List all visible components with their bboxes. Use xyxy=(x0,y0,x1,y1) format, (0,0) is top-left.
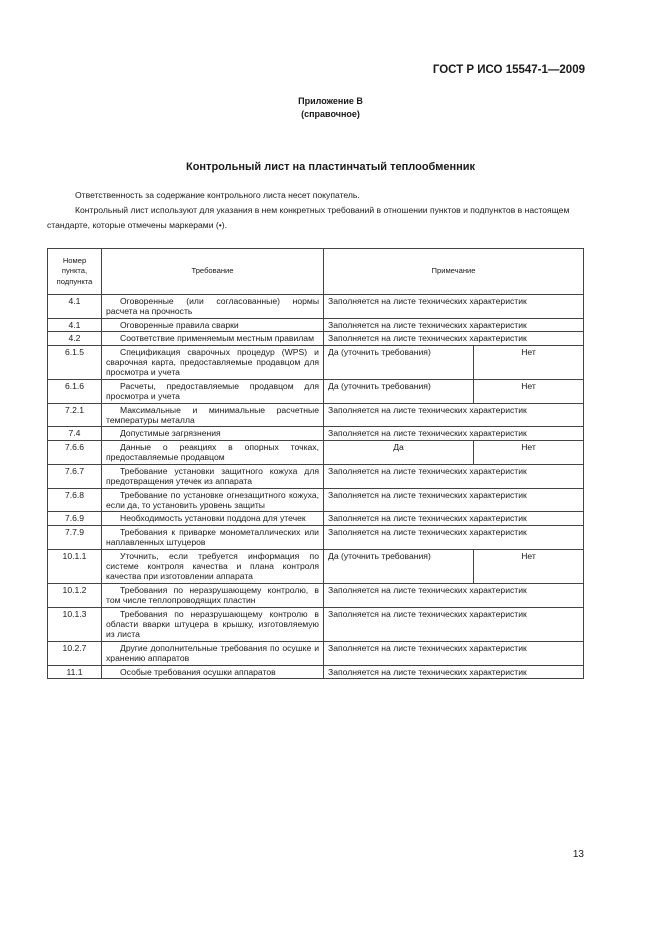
row-requirement-cell: Расчеты, предоставляемые продавцом для просмотра и учета xyxy=(102,379,324,403)
table-row xyxy=(48,318,584,331)
row-note-cell: Заполняется на листе технических характеристик xyxy=(324,295,584,319)
table-row xyxy=(48,403,584,427)
row-note-cell: Заполняется на листе технических характеристик xyxy=(324,427,584,440)
table-row xyxy=(48,665,584,678)
table-row xyxy=(48,549,584,583)
row-option-no-cell: Нет xyxy=(474,549,584,583)
row-note-cell: Заполняется на листе технических характеристик xyxy=(324,512,584,525)
row-number-cell: 7.4 xyxy=(48,427,102,440)
table-row xyxy=(48,525,584,549)
row-number-cell: 4.1 xyxy=(48,295,102,319)
intro-paragraph-2: Контрольный лист используют для указания в нем конкретных требований в отношении пунктов и подпунктов в настоящем стандарте, которые отмечены маркерами (•). xyxy=(47,205,570,230)
row-note-cell: Заполняется на листе технических характеристик xyxy=(324,332,584,345)
table-row xyxy=(48,427,584,440)
row-note-cell: Заполняется на листе технических характеристик xyxy=(324,665,584,678)
row-number-cell: 7.6.8 xyxy=(48,488,102,512)
row-number-cell: 4.1 xyxy=(48,318,102,331)
row-number-cell: 4.2 xyxy=(48,332,102,345)
row-number-cell: 7.7.9 xyxy=(48,525,102,549)
row-note-cell: Заполняется на листе технических характеристик xyxy=(324,583,584,607)
row-option-no-cell: Нет xyxy=(474,345,584,379)
row-requirement-cell: Особые требования осушки аппаратов xyxy=(102,665,324,678)
row-requirement-cell: Другие дополнительные требования по осушке и хранению аппаратов xyxy=(102,641,324,665)
annex-title: Приложение В xyxy=(298,96,363,106)
row-requirement-cell: Требования по неразрушающему контролю, в том числе теплопроводящих пластин xyxy=(102,583,324,607)
document-title: Контрольный лист на пластинчатый теплообменник xyxy=(185,161,476,173)
header-note: Примечание xyxy=(324,249,584,295)
row-note-cell: Заполняется на листе технических характеристик xyxy=(324,488,584,512)
table-row xyxy=(48,583,584,607)
row-option-no-cell: Нет xyxy=(474,440,584,464)
row-note-cell: Заполняется на листе технических характеристик xyxy=(324,318,584,331)
row-requirement-cell: Допустимые загрязнения xyxy=(102,427,324,440)
table-row xyxy=(48,295,584,319)
row-requirement-cell: Уточнить, если требуется информация по системе контроля качества и плана контроля качества при изготовлении аппарата xyxy=(102,549,324,583)
row-requirement-cell: Спецификация сварочных процедур (WPS) и сварочная карта, предоставляемые продавцом для просмотра и учета xyxy=(102,345,324,379)
annex-subtitle: (справочное) xyxy=(301,109,360,119)
row-number-cell: 6.1.6 xyxy=(48,379,102,403)
row-requirement-cell: Требования по неразрушающему контролю в области вварки штуцера в крышку, изготовляемую из листа xyxy=(102,607,324,641)
table-row xyxy=(48,332,584,345)
row-number-cell: 6.1.5 xyxy=(48,345,102,379)
row-note-cell: Заполняется на листе технических характеристик xyxy=(324,464,584,488)
table-row xyxy=(48,607,584,641)
row-option-no-cell: Нет xyxy=(474,379,584,403)
row-requirement-cell: Необходимость установки поддона для утечек xyxy=(102,512,324,525)
header-number: Номер пункта, подпункта xyxy=(48,249,102,295)
row-number-cell: 7.6.7 xyxy=(48,464,102,488)
row-number-cell: 10.2.7 xyxy=(48,641,102,665)
table-header-row xyxy=(48,249,584,295)
row-number-cell: 10.1.1 xyxy=(48,549,102,583)
checklist-table xyxy=(47,248,584,679)
table-body xyxy=(48,295,584,679)
table-row xyxy=(48,464,584,488)
row-note-cell: Заполняется на листе технических характеристик xyxy=(324,607,584,641)
row-number-cell: 7.6.6 xyxy=(48,440,102,464)
page-number: 13 xyxy=(572,849,584,860)
table-row xyxy=(48,641,584,665)
row-option-yes-cell: Да (уточнить требования) xyxy=(324,379,474,403)
row-requirement-cell: Требование по установке огнезащитного кожуха, если да, то установить уровень защиты xyxy=(102,488,324,512)
row-requirement-cell: Оговоренные (или согласованные) нормы расчета на прочность xyxy=(102,295,324,319)
annex-heading xyxy=(0,95,661,121)
row-requirement-cell: Максимальные и минимальные расчетные температуры металла xyxy=(102,403,324,427)
row-note-cell: Заполняется на листе технических характеристик xyxy=(324,403,584,427)
row-requirement-cell: Требование установки защитного кожуха для предотвращения утечек из аппарата xyxy=(102,464,324,488)
row-note-cell: Заполняется на листе технических характеристик xyxy=(324,525,584,549)
table-row xyxy=(48,488,584,512)
row-number-cell: 11.1 xyxy=(48,665,102,678)
table-row xyxy=(48,345,584,379)
table-row xyxy=(48,512,584,525)
row-requirement-cell: Данные о реакциях в опорных точках, предоставляемые продавцом xyxy=(102,440,324,464)
row-option-yes-cell: Да xyxy=(324,440,474,464)
row-option-yes-cell: Да (уточнить требования) xyxy=(324,549,474,583)
row-number-cell: 7.2.1 xyxy=(48,403,102,427)
table-row xyxy=(48,440,584,464)
row-note-cell: Заполняется на листе технических характеристик xyxy=(324,641,584,665)
row-number-cell: 7.6.9 xyxy=(48,512,102,525)
standard-designation: ГОСТ Р ИСО 15547-1—2009 xyxy=(432,64,585,76)
row-requirement-cell: Требования к приварке монометаллических или наплавленных штуцеров xyxy=(102,525,324,549)
row-number-cell: 10.1.2 xyxy=(48,583,102,607)
table-row xyxy=(48,379,584,403)
row-option-yes-cell: Да (уточнить требования) xyxy=(324,345,474,379)
header-requirement: Требование xyxy=(102,249,324,295)
row-number-cell: 10.1.3 xyxy=(48,607,102,641)
row-requirement-cell: Оговоренные правила сварки xyxy=(102,318,324,331)
intro-paragraph-1: Ответственность за содержание контрольного листа несет покупатель. xyxy=(75,190,360,200)
row-requirement-cell: Соответствие применяемым местным правилам xyxy=(102,332,324,345)
